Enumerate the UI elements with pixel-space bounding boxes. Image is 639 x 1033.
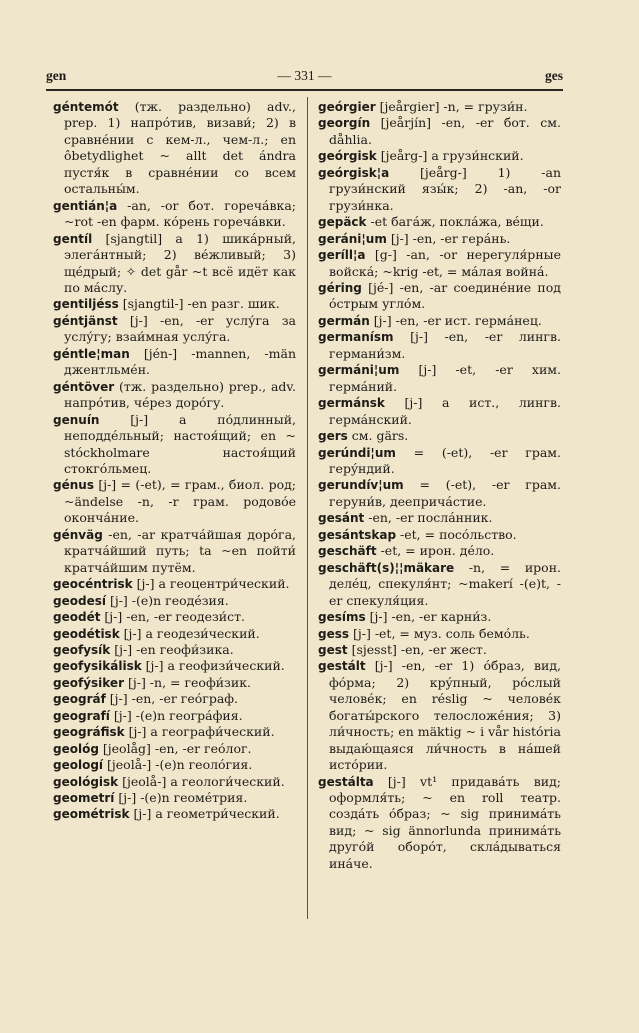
entry-definition: [j-] vt¹ придавáть вид; оформля́ть; ~ en roll театр. создáть óбраз; ~ sig принимáть вид; ~ sig ännorlunda принимáть другóй оборóт, склáдываться инáче. xyxy=(329,773,561,871)
dictionary-entry xyxy=(53,593,296,609)
entry-definition: -et, = посóльство. xyxy=(396,526,517,542)
dictionary-entry xyxy=(318,148,561,164)
dictionary-entry xyxy=(318,445,561,478)
entry-definition: [jeolå-] a геологи́ческий. xyxy=(118,773,285,789)
entry-definition: (тж. раздельно) adv., prep. 1) напрóтив, визави́; 2) в сравнéнии с кем-л., чем-л.; en ôbetydlighet ~ allt det ándra пустя́к в сравнéнии со всем остальны́м. xyxy=(64,99,296,197)
dictionary-entry xyxy=(318,527,561,543)
entry-definition: см. gärs. xyxy=(347,428,409,444)
dictionary-entry xyxy=(53,774,296,790)
dictionary-entry xyxy=(318,214,561,230)
entry-headword: geórgisk¦a xyxy=(318,165,390,180)
entry-definition: [j-] a географи́ческий. xyxy=(124,724,275,740)
entry-headword: germáni¦um xyxy=(318,363,400,378)
entry-headword: gepäck xyxy=(318,215,367,230)
entry-headword: géring xyxy=(318,280,362,295)
entry-definition: [j-] -(e)n геогрáфия. xyxy=(109,707,243,723)
dictionary-entry xyxy=(318,99,561,115)
dictionary-entry xyxy=(53,642,296,658)
entry-headword: geodét xyxy=(53,610,101,625)
dictionary-entry xyxy=(53,691,296,707)
entry-headword: geráni¦um xyxy=(318,231,387,246)
entry-headword: geodétisk xyxy=(53,626,120,641)
dictionary-entry xyxy=(318,626,561,642)
dictionary-entry xyxy=(318,395,561,428)
entry-headword: gestálta xyxy=(318,774,374,789)
entry-headword: gerúndi¦um xyxy=(318,445,396,460)
right-column xyxy=(318,99,561,872)
entry-definition: [j-] -en, -er ист. гермáнец. xyxy=(369,312,542,328)
dictionary-entry xyxy=(53,675,296,691)
entry-definition: [jeårg-] 1) -an грузи́нский язы́к; 2) -an, -or грузи́нка. xyxy=(329,164,561,213)
entry-headword: gerundív¦um xyxy=(318,478,404,493)
entry-definition: -en, -ar кратчáйшая дорóга, кратчáйший путь; ta ~en пойти́ кратчáйшим путём. xyxy=(64,526,296,575)
entry-definition: [j-] = (-et), = грам., биол. род; ~ändelse -n, -r грам. родовóе окончáние. xyxy=(64,477,296,526)
entry-definition: [j-] a ист., лингв. гермáнский. xyxy=(329,395,561,427)
entry-definition: [j-] -en, -er геóграф. xyxy=(105,691,239,707)
entry-headword: géntemót xyxy=(53,100,119,114)
dictionary-entry xyxy=(318,115,561,148)
entry-definition: [j-] -et, -er хим. гермáний. xyxy=(329,362,561,394)
entry-definition: [j-] a геодези́ческий. xyxy=(119,625,260,641)
entry-headword: gess xyxy=(318,626,350,641)
dictionary-entry xyxy=(318,280,561,313)
dictionary-entry xyxy=(53,609,296,625)
entry-headword: geórgier xyxy=(318,100,376,114)
entry-definition: -an, -or бот. горечáвка; ~rot -en фарм. кóрень горечáвки. xyxy=(64,197,296,230)
dictionary-entry xyxy=(318,329,561,362)
entry-definition: [j-] -(e)n геодéзия. xyxy=(105,592,229,608)
dictionary-entry xyxy=(53,346,296,379)
dictionary-entry xyxy=(53,99,296,198)
entry-headword: génväg xyxy=(53,527,103,542)
entry-headword: gesántskap xyxy=(318,527,397,542)
entry-definition: [sjangtil-] -en разг. шик. xyxy=(118,296,280,312)
entry-definition: [sjesst] -en, -er жест. xyxy=(347,641,487,657)
entry-definition: [j-] a геофизи́ческий. xyxy=(141,658,285,674)
dictionary-entry xyxy=(318,560,561,609)
entry-definition: [j-] a геометри́ческий. xyxy=(129,806,280,822)
entry-headword: gentián¦a xyxy=(53,198,118,213)
dictionary-entry xyxy=(318,510,561,526)
dictionary-entry xyxy=(53,379,296,412)
dictionary-entry xyxy=(318,774,561,873)
entry-headword: geometrí xyxy=(53,791,115,806)
dictionary-entry xyxy=(53,477,296,526)
entry-definition: = (-et), -er грам. геруни́в, деепричáстие. xyxy=(329,477,561,509)
entry-definition: [j-] a геоцентри́ческий. xyxy=(132,576,290,592)
entry-headword: geológ xyxy=(53,741,99,756)
entry-definition: [j-] -en, -er услу́га за услу́гу; взаи́мная услу́га. xyxy=(64,312,296,345)
entry-headword: geofýsiker xyxy=(53,675,124,690)
dictionary-entry xyxy=(53,626,296,642)
entry-headword: geométrisk xyxy=(53,807,130,822)
entry-definition: [j-] -n, = геофи́зик. xyxy=(124,674,251,690)
dictionary-entry xyxy=(318,477,561,510)
dictionary-entry xyxy=(53,724,296,740)
entry-headword: germánsk xyxy=(318,396,385,411)
entry-headword: geofysikálisk xyxy=(53,659,142,674)
entry-definition: -et багáж, поклáжа, вéщи. xyxy=(366,214,544,230)
dictionary-entry xyxy=(318,362,561,395)
entry-headword: géntöver xyxy=(53,379,115,394)
dictionary-entry xyxy=(318,609,561,625)
entry-headword: geschäft(s)¦¦mäkare xyxy=(318,560,455,575)
entry-headword: geríll¦a xyxy=(318,248,366,263)
running-header xyxy=(46,68,563,88)
dictionary-entry xyxy=(53,527,296,576)
entry-headword: georgín xyxy=(318,116,371,131)
dictionary-entry xyxy=(318,428,561,444)
entry-definition: [jeolå-] -(e)n геолóгия. xyxy=(103,757,253,773)
entry-definition: [j-] a пóдлинный, неподдéльный; настоя́щий; en ~ stóckholmare настоя́щий стокгóльмец. xyxy=(64,411,296,476)
dictionary-entry xyxy=(53,313,296,346)
entry-headword: gers xyxy=(318,429,348,444)
entry-headword: gesíms xyxy=(318,610,366,625)
left-column xyxy=(53,99,296,823)
entry-headword: gestált xyxy=(318,659,366,674)
entry-headword: geologí xyxy=(53,758,104,773)
entry-definition: -en, -er послáнник. xyxy=(364,510,493,526)
header-rule xyxy=(46,89,563,91)
entry-definition: [j-] -en, -er лингв. германи́зм. xyxy=(329,329,561,361)
entry-headword: geografí xyxy=(53,708,110,723)
entry-headword: gesánt xyxy=(318,511,365,526)
column-divider xyxy=(307,97,308,919)
dictionary-entry xyxy=(318,247,561,280)
entry-headword: geschäft xyxy=(318,544,377,559)
entry-headword: géntle¦man xyxy=(53,346,130,361)
entry-headword: geográfisk xyxy=(53,725,125,740)
entry-definition: = (-et), -er грам. герýндий. xyxy=(329,444,561,476)
entry-definition: -et, = ирон. дéло. xyxy=(376,543,495,559)
entry-definition: -n, = ирон. делéц, спекуля́нт; ~makerí -(e)t, -er спекуля́ция. xyxy=(329,559,561,608)
entry-definition: [jeårg-] a грузи́нский. xyxy=(376,148,524,164)
dictionary-entry xyxy=(318,231,561,247)
entry-definition: (тж. раздельно) prep., adv. напрóтив, чéрез дорóгу. xyxy=(64,378,296,411)
entry-definition: [j-] -en, -er герáнь. xyxy=(386,230,511,246)
entry-headword: genuín xyxy=(53,412,100,427)
dictionary-entry xyxy=(53,412,296,478)
entry-headword: génus xyxy=(53,478,94,493)
entry-definition: [g-] -an, -or нерегуля́рные войскá; ~krig -et, = мáлая войнá. xyxy=(329,247,561,279)
entry-headword: germanísm xyxy=(318,330,394,345)
entry-definition: [j-] -et, = муз. соль бемóль. xyxy=(349,625,530,641)
dictionary-entry xyxy=(53,231,296,297)
entry-headword: geocéntrisk xyxy=(53,577,133,592)
entry-definition: [jé-] -en, -ar соединéние под óстрым углóм. xyxy=(329,279,561,312)
entry-headword: geodesí xyxy=(53,593,106,608)
dictionary-entry xyxy=(318,165,561,214)
entry-definition: [jeårgier] -n, = грузи́н. xyxy=(375,99,528,114)
dictionary-entry xyxy=(318,642,561,658)
entry-definition: [j-] -en, -er геодези́ст. xyxy=(100,609,246,625)
header-first-word: gen xyxy=(46,68,67,83)
dictionary-entry xyxy=(53,198,296,231)
dictionary-entry xyxy=(53,658,296,674)
dictionary-entry xyxy=(318,313,561,329)
dictionary-entry xyxy=(53,757,296,773)
entry-definition: [sjangtil] a 1) шикáрный, элегáнтный; 2) вéжливый; 3) щéдрый; ✧ det går ~t всё идёт как по мáслу. xyxy=(64,230,296,295)
entry-definition: [jeårjín] -en, -er бот. см. dåhlia. xyxy=(329,115,561,147)
header-last-word: ges xyxy=(545,68,563,83)
entry-headword: geográf xyxy=(53,692,106,707)
entry-headword: gentíl xyxy=(53,231,93,246)
dictionary-entry xyxy=(53,296,296,312)
entry-definition: [j-] -en, -er 1) óбраз, вид, фóрма; 2) крýпный, рóслый человéк; en réslig ~ человéк богаты́рского телосложéния; 3) ли́чность; en mäktig ~ i vår história выдаю́щаяся ли́чность в нáшей истóрии. xyxy=(329,658,561,773)
entry-definition: [j-] -en, -er карни́з. xyxy=(365,609,492,625)
page-number: — 331 — xyxy=(277,68,332,83)
entry-definition: [jén-] -mannen, -män джентльмéн. xyxy=(64,345,296,378)
entry-definition: [j-] -(e)n геомéтрия. xyxy=(114,790,248,806)
dictionary-entry xyxy=(53,741,296,757)
entry-headword: géntjänst xyxy=(53,313,118,328)
dictionary-entry xyxy=(53,806,296,822)
entry-definition: [jeolåg] -en, -er геóлог. xyxy=(98,740,252,756)
entry-headword: gest xyxy=(318,642,348,657)
entry-headword: gentiljéss xyxy=(53,297,119,312)
entry-headword: geofysík xyxy=(53,642,111,657)
entry-headword: geológisk xyxy=(53,774,119,789)
dictionary-entry xyxy=(53,576,296,592)
dictionary-entry xyxy=(53,790,296,806)
entry-headword: germán xyxy=(318,313,370,328)
dictionary-entry xyxy=(318,543,561,559)
entry-definition: [j-] -en геофи́зика. xyxy=(110,641,234,657)
dictionary-entry xyxy=(318,658,561,773)
dictionary-entry xyxy=(53,708,296,724)
entry-headword: geórgisk xyxy=(318,149,377,164)
